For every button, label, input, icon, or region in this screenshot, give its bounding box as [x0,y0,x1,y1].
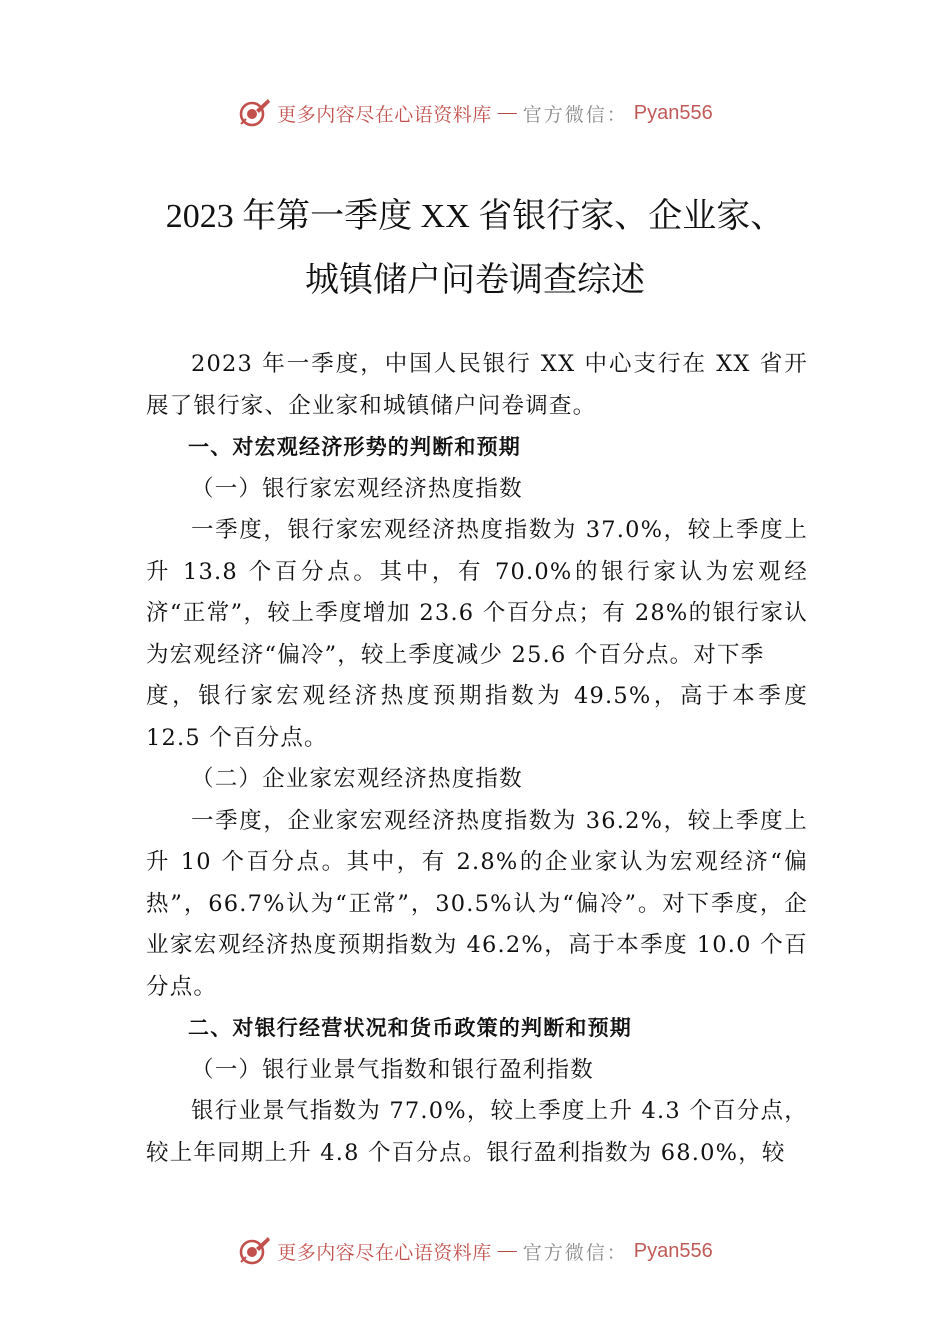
watermark-dash: — [497,102,517,123]
watermark-footer [0,1234,950,1268]
body-paragraph-banker-forecast: 度，银行家宏观经济热度预期指数为 49.5%，高于本季度 12.5 个百分点。 [146,683,808,751]
pen-logo-icon [237,96,271,130]
watermark-text: 更多内容尽在心语资料库 [277,1241,492,1264]
subsection-heading-1-2: （二）企业家宏观经济热度指数 [191,766,523,792]
document-title-line2: 城镇储户问卷调查综述 [305,262,645,299]
watermark-wechat-id: Pyan556 [633,101,713,124]
document-body [146,344,808,1174]
watermark-wechat-label: 官方微信： [522,103,628,126]
watermark-header [0,96,950,130]
pen-logo-icon [237,1234,271,1268]
watermark-wechat-id: Pyan556 [633,1239,713,1262]
subsection-heading-2-1: （一）银行业景气指数和银行盈利指数 [191,1056,594,1083]
intro-paragraph: 2023 年一季度，中国人民银行 XX 中心支行在 XX 省开展了银行家、企业家和城镇储户问卷调查。 [146,351,808,419]
body-paragraph-entrepreneur-index: 一季度，企业家宏观经济热度指数为 36.2%，较上季度上升 10 个百分点。其中，有 2.8%的企业家认为宏观经济“偏热”，66.7%认为“正常”，30.5%认为“偏冷”。对下季度，企业家宏观经济热度预期指数为 46.2%，高于本季度 10.0 个百分点。 [146,807,808,1000]
section-heading-1: 一、对宏观经济形势的判断和预期 [188,435,521,459]
body-paragraph-banker-index: 一季度，银行家宏观经济热度指数为 37.0%，较上季度上升 13.8 个百分点。其中，有 70.0%的银行家认为宏观经济“正常”，较上季度增加 23.6 个百分点；有 28%的银行家认为宏观经济“偏冷”，较上季度减少 25.6 个百分点。对下季 [146,517,808,668]
watermark-dash: — [497,1240,517,1261]
document-title-line1: 2023 年第一季度 XX 省银行家、企业家、 [165,198,785,235]
watermark-wechat-label: 官方微信： [522,1241,628,1264]
section-heading-2: 二、对银行经营状况和货币政策的判断和预期 [188,1016,632,1040]
subsection-heading-1-1: （一）银行家宏观经济热度指数 [191,475,523,502]
watermark-text: 更多内容尽在心语资料库 [277,103,492,126]
body-paragraph-bank-sentiment: 银行业景气指数为 77.0%，较上季度上升 4.3 个百分点，较上年同期上升 4.8 个百分点。银行盈利指数为 68.0%，较 [146,1098,808,1166]
